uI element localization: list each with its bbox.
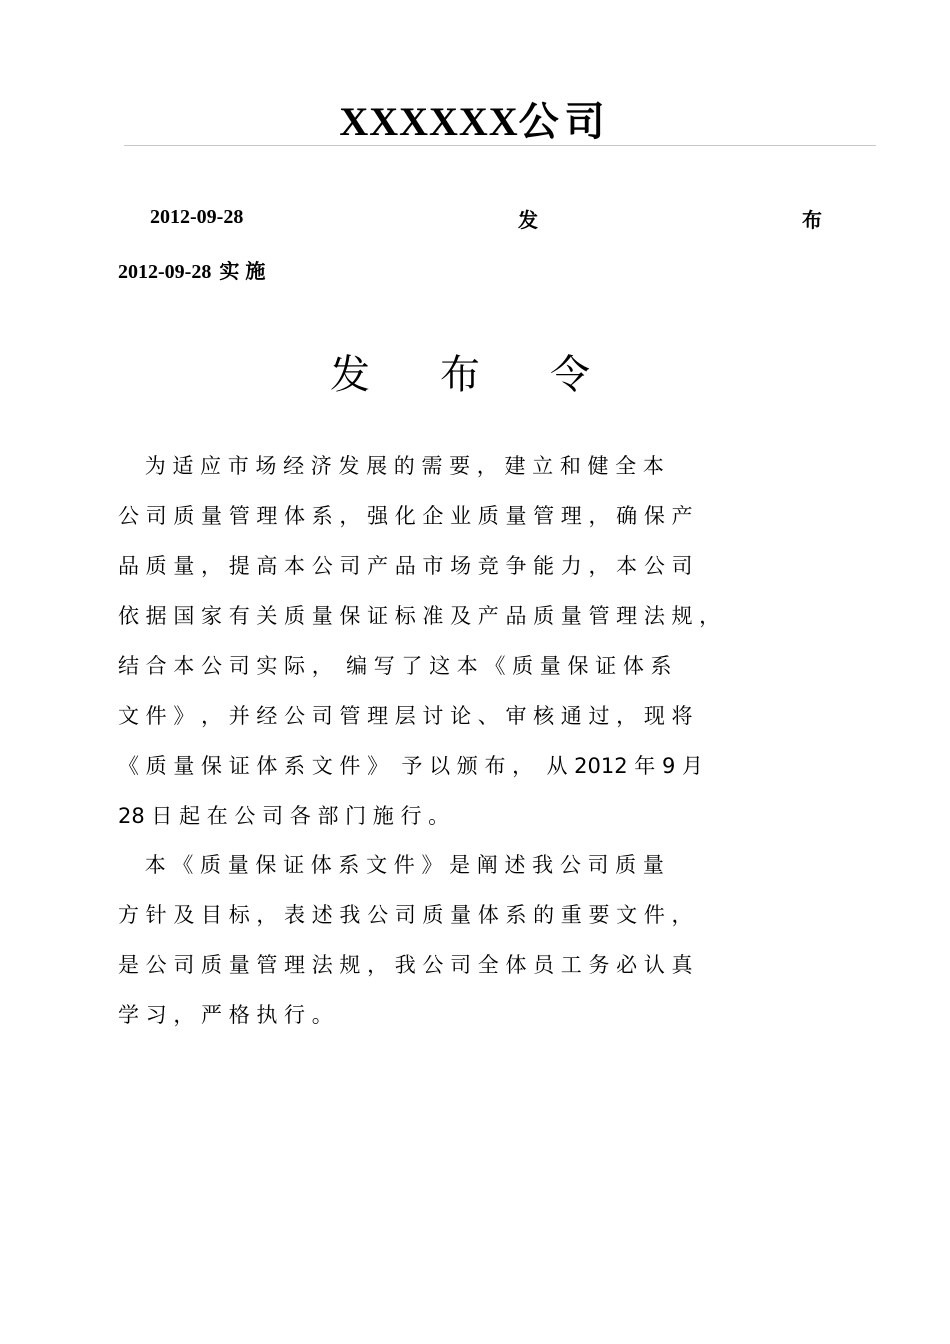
document-title: 发布令 [330,352,660,398]
company-name-cn: 公司 [518,99,611,145]
paragraph-line: 是 公 司 质 量 管 理 法 规 ， 我 公 司 全 体 员 工 务 必 认 真 [118,953,693,977]
paragraph-2 [118,840,858,1040]
paragraph-line: 为 适 应 市 场 经 济 发 展 的 需 要 ， 建 立 和 健 全 本 [118,454,664,478]
paragraph-line: 公 司 质 量 管 理 体 系 ， 强 化 企 业 质 量 管 理 ， 确 保 产 [118,504,693,528]
paragraph-line: 方 针 及 目 标 ， 表 述 我 公 司 质 量 体 系 的 重 要 文 件 ， [118,903,693,927]
publish-label-2: 布 [802,208,822,232]
publish-date: 2012-09-28 [150,206,244,228]
header-divider [124,145,876,146]
paragraph-line: 依 据 国 家 有 关 质 量 保 证 标 准 及 产 品 质 量 管 理 法 规 ， [118,604,721,628]
company-name-latin: XXXXXX [339,99,519,144]
paragraph-line: 结 合 本 公 司 实 际 ， 编 写 了 这 本 《 质 量 保 证 体 系 [118,654,672,678]
publish-label-1: 发 [518,208,538,232]
paragraph-line: 品 质 量 ， 提 高 本 公 司 产 品 市 场 竞 争 能 力 ， 本 公 司 [118,554,693,578]
paragraph-1 [118,441,858,841]
paragraph-line: 《 质 量 保 证 体 系 文 件 》 予 以 颁 布 ， 从 2012 年 9 月 [118,754,703,778]
implement-label: 实施 [219,259,272,283]
implement-date: 2012-09-28 [118,261,212,283]
implement-line [118,255,271,284]
paragraph-line: 28 日 起 在 公 司 各 部 门 施 行 。 [118,804,450,828]
paragraph-line: 学 习 ， 严 格 执 行 。 [118,1003,333,1027]
paragraph-line: 本 《 质 量 保 证 体 系 文 件 》 是 阐 述 我 公 司 质 量 [118,853,664,877]
paragraph-line: 文 件 》 ， 并 经 公 司 管 理 层 讨 论 、 审 核 通 过 ， 现 将 [118,704,693,728]
company-name [0,90,950,147]
